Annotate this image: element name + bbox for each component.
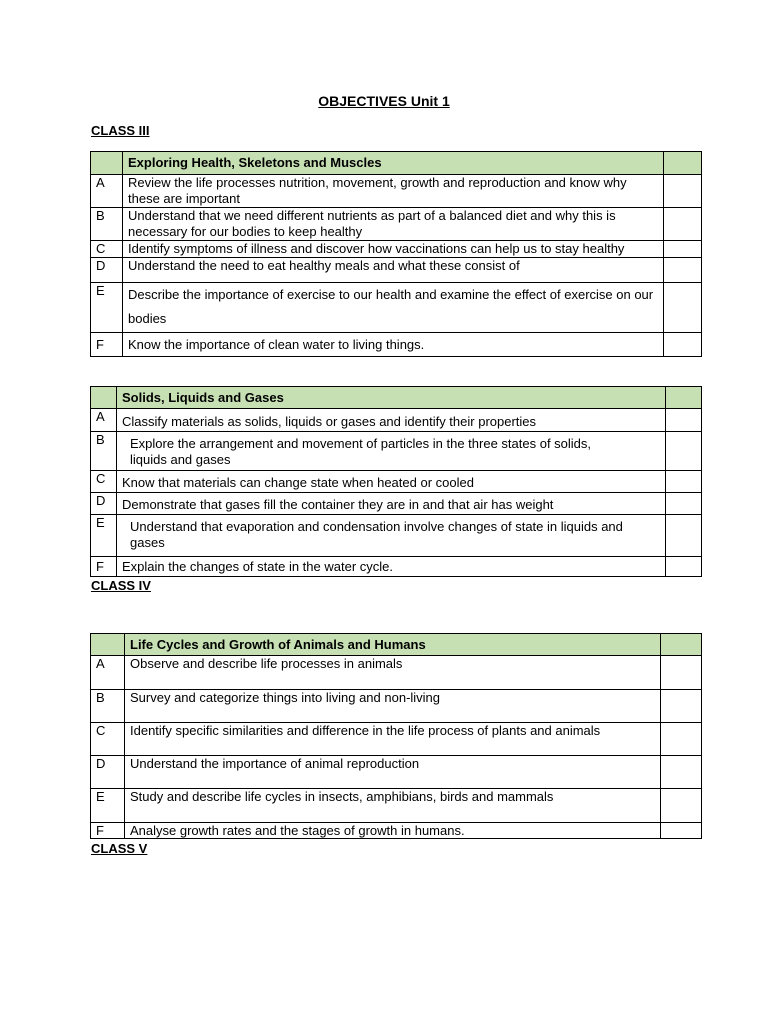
table-row xyxy=(91,283,702,333)
table-row xyxy=(91,690,702,723)
row-letter: B xyxy=(91,690,125,723)
table-header-row xyxy=(91,634,702,656)
row-check-cell xyxy=(661,656,702,690)
row-text: Classify materials as solids, liquids or gases and identify their properties xyxy=(117,409,666,432)
row-check-cell xyxy=(664,333,702,357)
row-check-cell xyxy=(661,723,702,756)
table-row xyxy=(91,208,702,241)
row-letter: C xyxy=(91,471,117,493)
row-text: Know the importance of clean water to living things. xyxy=(123,333,664,357)
table-row xyxy=(91,557,702,577)
row-check-cell xyxy=(661,789,702,823)
row-check-cell xyxy=(664,208,702,241)
row-letter: C xyxy=(91,241,123,258)
class-iv-label: CLASS IV xyxy=(91,578,151,593)
row-letter: F xyxy=(91,557,117,577)
row-text: Understand that we need different nutrients as part of a balanced diet and why this is necessary for our bodies to keep healthy xyxy=(123,208,664,241)
table-row xyxy=(91,333,702,357)
header-letter-cell xyxy=(91,634,125,656)
row-check-cell xyxy=(666,493,702,515)
table-heading: Solids, Liquids and Gases xyxy=(117,387,666,409)
header-check-cell xyxy=(666,387,702,409)
row-check-cell xyxy=(666,515,702,557)
table-header-row xyxy=(91,387,702,409)
row-letter: F xyxy=(91,333,123,357)
objectives-table-life-cycles xyxy=(90,633,702,839)
table-row xyxy=(91,175,702,208)
row-check-cell xyxy=(664,258,702,283)
table-row xyxy=(91,823,702,839)
objectives-table-states-of-matter xyxy=(90,386,702,577)
objectives-table-health xyxy=(90,151,702,357)
row-check-cell xyxy=(666,471,702,493)
table-row xyxy=(91,409,702,432)
table-header-row xyxy=(91,152,702,175)
row-letter: A xyxy=(91,656,125,690)
table-row xyxy=(91,656,702,690)
row-letter: B xyxy=(91,208,123,241)
class-iii-label: CLASS III xyxy=(91,123,150,138)
row-check-cell xyxy=(666,432,702,471)
row-text: Survey and categorize things into living and non-living xyxy=(125,690,661,723)
table-row xyxy=(91,515,702,557)
header-letter-cell xyxy=(91,387,117,409)
row-check-cell xyxy=(664,175,702,208)
row-text: Identify specific similarities and difference in the life process of plants and animals xyxy=(125,723,661,756)
row-text: Understand that evaporation and condensation involve changes of state in liquids and gases xyxy=(117,515,666,557)
row-check-cell xyxy=(666,409,702,432)
table-row xyxy=(91,432,702,471)
row-check-cell xyxy=(664,241,702,258)
page-title: OBJECTIVES Unit 1 xyxy=(318,93,450,109)
table-row xyxy=(91,493,702,515)
row-text: Describe the importance of exercise to our health and examine the effect of exercise on our bodies xyxy=(123,283,664,333)
row-letter: A xyxy=(91,409,117,432)
row-letter: D xyxy=(91,493,117,515)
row-check-cell xyxy=(666,557,702,577)
row-text: Review the life processes nutrition, movement, growth and reproduction and know why these are important xyxy=(123,175,664,208)
row-text: Understand the need to eat healthy meals and what these consist of xyxy=(123,258,664,283)
table-row xyxy=(91,756,702,789)
row-letter: D xyxy=(91,756,125,789)
row-text: Demonstrate that gases fill the container they are in and that air has weight xyxy=(117,493,666,515)
row-text: Identify symptoms of illness and discover how vaccinations can help us to stay healthy xyxy=(123,241,664,258)
row-letter: D xyxy=(91,258,123,283)
row-check-cell xyxy=(661,690,702,723)
row-text: Study and describe life cycles in insects, amphibians, birds and mammals xyxy=(125,789,661,823)
row-letter: E xyxy=(91,283,123,333)
row-check-cell xyxy=(664,283,702,333)
header-check-cell xyxy=(664,152,702,175)
table-row xyxy=(91,241,702,258)
table-row xyxy=(91,789,702,823)
table-heading: Life Cycles and Growth of Animals and Humans xyxy=(125,634,661,656)
row-text: Explore the arrangement and movement of particles in the three states of solids, liquids and gases xyxy=(117,432,666,471)
table-heading: Exploring Health, Skeletons and Muscles xyxy=(123,152,664,175)
row-letter: E xyxy=(91,789,125,823)
row-text: Understand the importance of animal reproduction xyxy=(125,756,661,789)
row-text: Know that materials can change state when heated or cooled xyxy=(117,471,666,493)
row-letter: B xyxy=(91,432,117,471)
header-check-cell xyxy=(661,634,702,656)
row-text: Observe and describe life processes in animals xyxy=(125,656,661,690)
header-letter-cell xyxy=(91,152,123,175)
row-check-cell xyxy=(661,823,702,839)
row-text: Explain the changes of state in the water cycle. xyxy=(117,557,666,577)
row-text: Analyse growth rates and the stages of growth in humans. xyxy=(125,823,661,839)
table-row xyxy=(91,723,702,756)
row-letter: F xyxy=(91,823,125,839)
class-v-label: CLASS V xyxy=(91,841,148,856)
table-row xyxy=(91,258,702,283)
row-letter: E xyxy=(91,515,117,557)
row-letter: C xyxy=(91,723,125,756)
row-check-cell xyxy=(661,756,702,789)
row-letter: A xyxy=(91,175,123,208)
table-row xyxy=(91,471,702,493)
